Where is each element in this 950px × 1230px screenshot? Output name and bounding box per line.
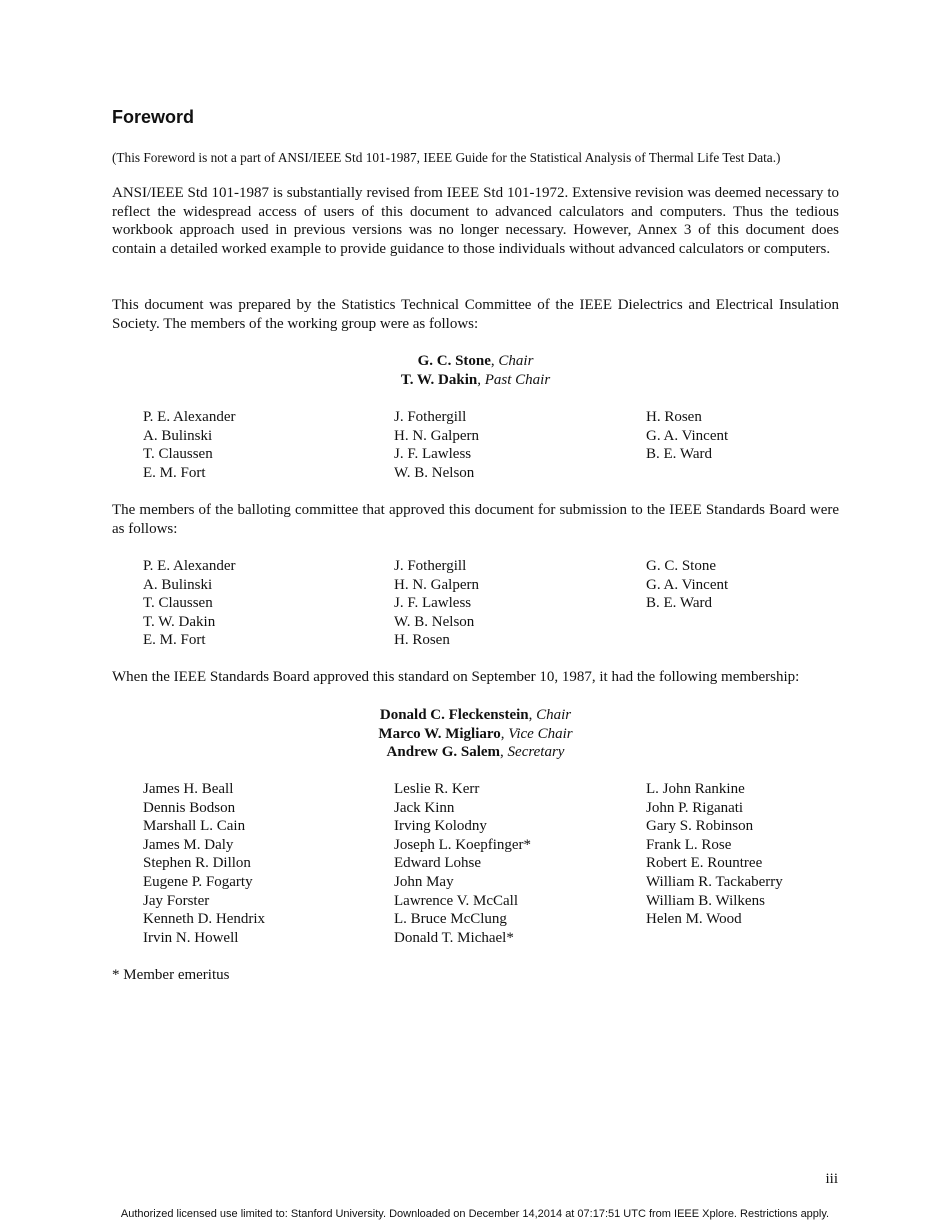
officer-name: Donald C. Fleckenstein [379, 707, 529, 723]
member-name: P. E. Alexander [143, 409, 236, 425]
page-heading: Foreword [112, 107, 195, 127]
working-group-intro: This document was prepared by the Statistics Technical Committee of the IEEE Dielectrics and Electrical Insulation Society. The members of the working group were as follows: [112, 297, 839, 332]
member-name: J. Fothergill [394, 558, 467, 574]
member-name: E. M. Fort [143, 464, 206, 481]
member-name: Eugene P. Fogarty [143, 873, 253, 890]
member-name: W. B. Nelson [394, 464, 475, 481]
member-name: W. B. Nelson [394, 613, 475, 630]
page-number: iii [825, 1171, 838, 1187]
working-group-officers [112, 352, 839, 389]
member-name: G. A. Vincent [646, 576, 729, 593]
member-name: Gary S. Robinson [646, 818, 754, 835]
board-intro: When the IEEE Standards Board approved this standard on September 10, 1987, it had the following membership: [112, 669, 800, 685]
member-name: H. Rosen [646, 409, 702, 425]
member-name: William B. Wilkens [646, 892, 765, 909]
officer-role: Chair [536, 707, 572, 723]
member-name: H. N. Galpern [394, 427, 479, 444]
member-name: Irvin N. Howell [143, 929, 239, 946]
roster-column [143, 408, 383, 482]
member-name: P. E. Alexander [143, 558, 236, 574]
member-name: J. F. Lawless [394, 446, 472, 463]
member-name: James H. Beall [143, 781, 234, 797]
officer-line: Donald C. Fleckenstein, Chair [379, 707, 572, 723]
member-name: John P. Riganati [646, 799, 744, 816]
officer-line: T. W. Dakin, Past Chair [400, 371, 551, 388]
footnote: * Member emeritus [112, 967, 230, 983]
roster-column [394, 408, 634, 482]
roster-column [394, 780, 634, 947]
member-name: G. C. Stone [646, 558, 717, 574]
member-name: H. N. Galpern [394, 576, 479, 593]
roster-column [646, 557, 886, 613]
member-name: Jay Forster [143, 892, 210, 909]
officer-line: G. C. Stone, Chair [417, 353, 534, 369]
member-name: Robert E. Rountree [646, 855, 763, 872]
roster-column [646, 780, 886, 929]
standards-board-officers [112, 706, 839, 762]
member-name: J. F. Lawless [394, 595, 472, 612]
officer-role: Secretary [507, 744, 565, 761]
member-name: Marshall L. Cain [143, 818, 246, 835]
officer-line: Andrew G. Salem, Secretary [386, 744, 565, 761]
member-name: A. Bulinski [143, 576, 213, 593]
officer-line: Marco W. Migliaro, Vice Chair [378, 725, 573, 742]
officer-name: G. C. Stone [417, 353, 491, 369]
officer-role: Past Chair [484, 371, 551, 388]
member-name: L. John Rankine [646, 781, 745, 797]
roster-column [394, 557, 634, 650]
member-name: Helen M. Wood [646, 911, 742, 928]
member-name: T. Claussen [143, 446, 213, 463]
member-name: Kenneth D. Hendrix [143, 911, 266, 928]
balloting-intro: The members of the balloting committee that approved this document for submission to the IEEE Standards Board were as follows: [112, 502, 839, 537]
officer-role: Chair [498, 353, 534, 369]
member-name: Jack Kinn [394, 799, 455, 816]
license-notice: Authorized licensed use limited to: Stanford University. Downloaded on December 14,2014 at 07:17:51 UTC from IEEE Xplore. Restrictions apply. [120, 1208, 830, 1220]
member-name: H. Rosen [394, 632, 450, 649]
member-name: Edward Lohse [394, 855, 482, 872]
member-name: Stephen R. Dillon [143, 855, 251, 872]
member-name: Joseph L. Koepfinger* [394, 836, 532, 853]
foreword-note: (This Foreword is not a part of ANSI/IEEE Std 101-1987, IEEE Guide for the Statistical Analysis of Thermal Life Test Data.) [112, 150, 781, 165]
member-name: Dennis Bodson [143, 799, 236, 816]
member-name: James M. Daly [143, 836, 234, 853]
member-name: Leslie R. Kerr [394, 781, 480, 797]
officer-name: Marco W. Migliaro [378, 725, 501, 742]
member-name: Irving Kolodny [394, 818, 487, 835]
member-name: L. Bruce McClung [394, 911, 507, 928]
member-name: Donald T. Michael* [394, 929, 514, 946]
member-name: John May [394, 873, 454, 890]
officer-role: Vice Chair [508, 725, 573, 742]
roster-column [143, 557, 383, 650]
member-name: Frank L. Rose [646, 836, 732, 853]
member-name: A. Bulinski [143, 427, 213, 444]
roster-column [143, 780, 383, 947]
member-name: G. A. Vincent [646, 427, 729, 444]
officer-name: T. W. Dakin [400, 371, 478, 388]
member-name: E. M. Fort [143, 632, 206, 649]
member-name: T. W. Dakin [143, 613, 216, 630]
member-name: B. E. Ward [646, 446, 713, 463]
member-name: J. Fothergill [394, 409, 467, 425]
officer-name: Andrew G. Salem [386, 744, 501, 761]
member-name: Lawrence V. McCall [394, 892, 518, 909]
revision-paragraph: ANSI/IEEE Std 101-1987 is substantially revised from IEEE Std 101-1972. Extensive revision was deemed necessary to reflect the widespread access of users of this document to advanced calculators and computers. Thus the tedious workbook approach used in previous versions was no longer necessary. However, Annex 3 of this document does contain a detailed worked example to provide guidance to those individuals without advanced calculators or computers. [112, 185, 839, 258]
member-name: William R. Tackaberry [646, 873, 783, 890]
member-name: B. E. Ward [646, 595, 713, 612]
roster-column [646, 408, 886, 464]
member-name: T. Claussen [143, 595, 213, 612]
